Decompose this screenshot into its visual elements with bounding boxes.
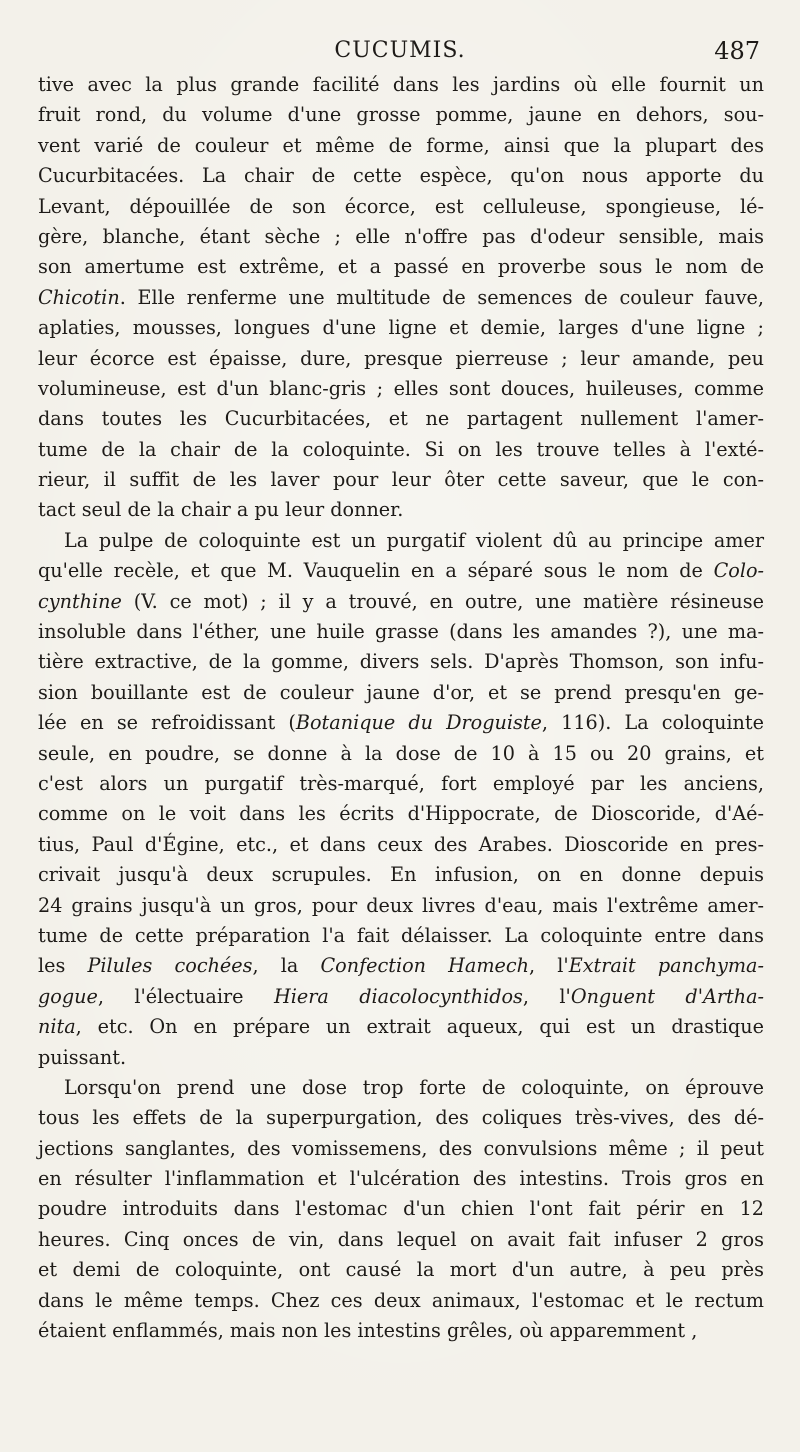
text-line: tact seul de la chair a pu leur donner. <box>38 498 404 522</box>
paragraph <box>38 526 764 1073</box>
text-line: en résulter l'inflammation et l'ulcération des intestins. Trois gros en <box>38 1167 764 1191</box>
text-line: jections sanglantes, des vomissemens, des convulsions même ; il peut <box>38 1136 764 1160</box>
text-line: tume de cette préparation l'a fait délaisser. La coloquinte entre dans <box>38 923 764 947</box>
running-head-title: CUCUMIS. <box>334 38 466 63</box>
text-line: fruit rond, du volume d'une grosse pomme, jaune en dehors, sou- <box>38 103 764 127</box>
text-line: dans toutes les Cucurbitacées, et ne partagent nullement l'amer- <box>38 407 764 431</box>
text-line: sion bouillante est de couleur jaune d'or, et se prend presqu'en ge- <box>38 680 764 704</box>
text-line: son amertume est extrême, et a passé en proverbe sous le nom de <box>38 255 764 279</box>
text-line: puissant. <box>38 1045 127 1069</box>
text-line: 24 grains jusqu'à un gros, pour deux livres d'eau, mais l'extrême amer- <box>38 893 764 917</box>
text-line: La pulpe de coloquinte est un purgatif violent dû au principe amer <box>64 528 764 552</box>
text-line: insoluble dans l'éther, une huile grasse (dans les amandes ?), une ma- <box>38 620 764 644</box>
text-line: leur écorce est épaisse, dure, presque pierreuse ; leur amande, peu <box>38 346 764 370</box>
text-line: volumineuse, est d'un blanc-gris ; elles sont douces, huileuses, comme <box>38 376 764 400</box>
running-head <box>0 36 800 66</box>
text-line: tière extractive, de la gomme, divers sels. D'après Thomson, son infu- <box>38 650 764 674</box>
text-line: qu'elle recèle, et que M. Vauquelin en a séparé sous le nom de Colo- <box>38 559 764 583</box>
text-line: gogue, l'électuaire Hiera diacolocynthidos, l'Onguent d'Artha- <box>38 984 764 1008</box>
text-line: seule, en poudre, se donne à la dose de 10 à 15 ou 20 grains, et <box>38 741 764 765</box>
text-line: tive avec la plus grande facilité dans les jardins où elle fournit un <box>38 73 764 96</box>
text-line: tume de la chair de la coloquinte. Si on les trouve telles à l'exté- <box>38 437 764 461</box>
text-line: aplaties, mousses, longues d'une ligne et demie, larges d'une ligne ; <box>38 316 764 340</box>
text-line: nita, etc. On en prépare un extrait aqueux, qui est un drastique <box>38 1015 764 1039</box>
text-line: les Pilules cochées, la Confection Hamech, l'Extrait panchyma- <box>38 954 764 978</box>
text-line: tous les effets de la superpurgation, des coliques très-vives, des dé- <box>38 1106 764 1130</box>
text-line: Chicotin. Elle renferme une multitude de semences de couleur fauve, <box>38 285 764 309</box>
text-line: Lorsqu'on prend une dose trop forte de coloquinte, on éprouve <box>64 1075 764 1099</box>
text-line: crivait jusqu'à deux scrupules. En infusion, on en donne depuis <box>38 863 764 887</box>
text-line: étaient enflammés, mais non les intestins grêles, où apparemment , <box>38 1319 698 1343</box>
text-line: cynthine (V. ce mot) ; il y a trouvé, en outre, une matière résineuse <box>38 589 764 613</box>
text-line: vent varié de couleur et même de forme, ainsi que la plupart des <box>38 133 764 157</box>
text-line: gère, blanche, étant sèche ; elle n'offre pas d'odeur sensible, mais <box>38 224 764 248</box>
paragraph <box>38 1073 764 1347</box>
text-line: lée en se refroidissant (Botanique du Droguiste, 116). La coloquinte <box>38 711 764 735</box>
text-line: rieur, il suffit de les laver pour leur ôter cette saveur, que le con- <box>38 468 764 492</box>
page-number: 487 <box>714 37 760 65</box>
text-line: poudre introduits dans l'estomac d'un chien l'ont fait périr en 12 <box>38 1197 764 1221</box>
text-line: c'est alors un purgatif très-marqué, fort employé par les anciens, <box>38 771 764 795</box>
text-line: tius, Paul d'Égine, etc., et dans ceux des Arabes. Dioscoride en pres- <box>38 832 764 856</box>
text-line: dans le même temps. Chez ces deux animaux, l'estomac et le rectum <box>38 1288 764 1312</box>
body-text <box>38 70 764 1346</box>
text-line: Levant, dépouillée de son écorce, est celluleuse, spongieuse, lé- <box>38 194 764 218</box>
text-line: heures. Cinq onces de vin, dans lequel on avait fait infuser 2 gros <box>38 1227 764 1251</box>
text-line: Cucurbitacées. La chair de cette espèce, qu'on nous apporte du <box>38 164 764 188</box>
text-line: comme on le voit dans les écrits d'Hippocrate, de Dioscoride, d'Aé- <box>38 802 764 826</box>
text-line: et demi de coloquinte, ont causé la mort d'un autre, à peu près <box>38 1258 764 1282</box>
paragraph <box>38 70 764 526</box>
